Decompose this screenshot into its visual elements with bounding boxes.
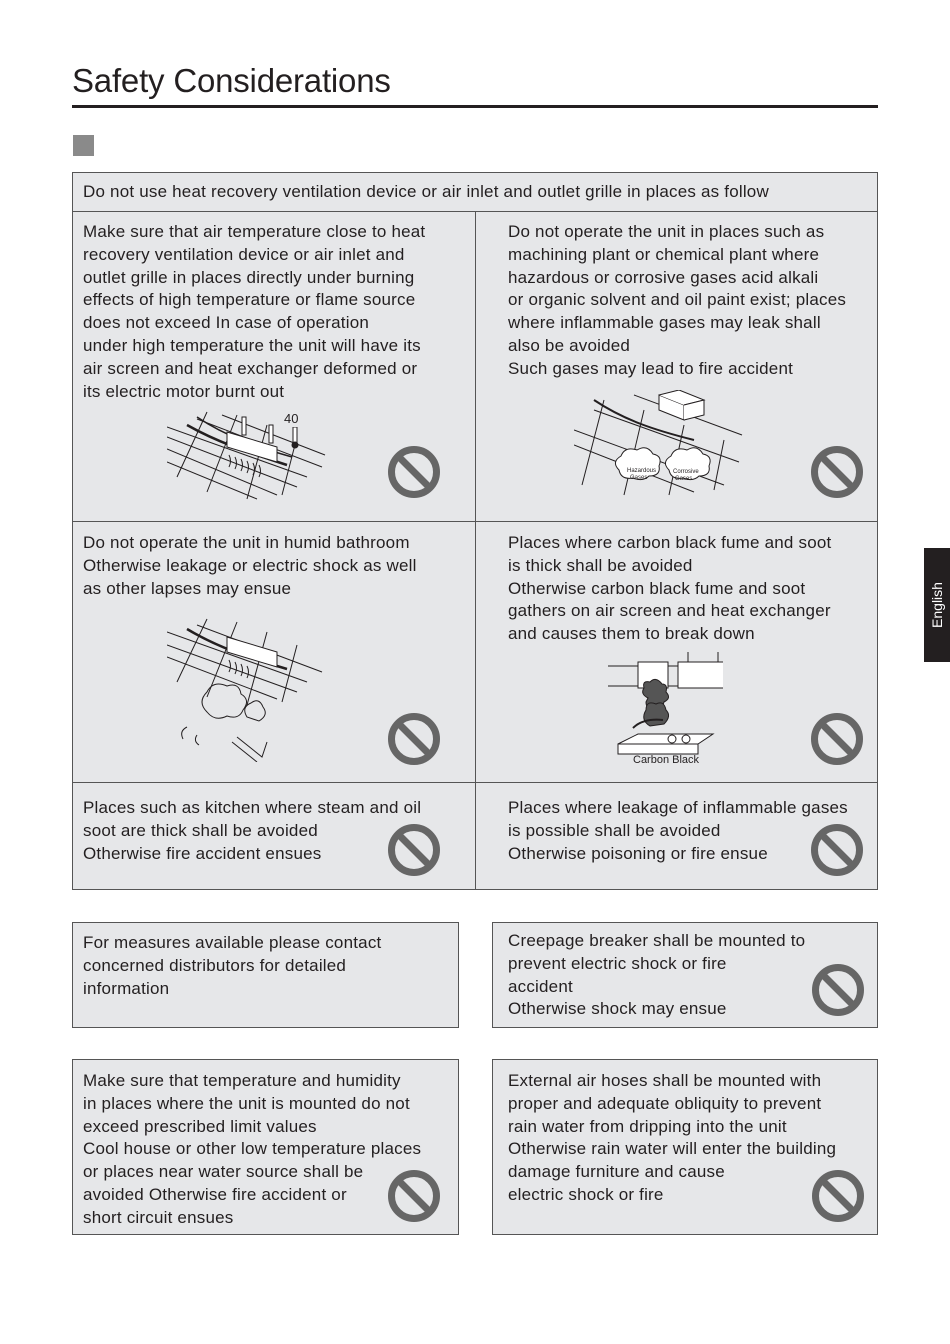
thermometer-label: 40 — [284, 411, 299, 426]
kitchen-text: Places such as kitchen where steam and oil soot are thick shall be avoided Otherwise fire accident ensues — [83, 798, 422, 863]
language-tab-label: English — [929, 582, 945, 628]
title-rule — [72, 105, 878, 108]
prohibition-icon — [387, 712, 441, 766]
prohibition-icon — [810, 823, 864, 877]
note-creepage — [492, 922, 878, 1028]
ceiling-unit-bathroom-illustration — [167, 617, 327, 762]
hazardous-label-1: Hazardous — [627, 468, 657, 474]
note-hoses — [492, 1059, 878, 1235]
prohibition-icon — [810, 445, 864, 499]
prohibition-icon — [387, 445, 441, 499]
temperature-text: Make sure that air temperature close to heat recovery ventilation device or air inlet and outlet grille in places directly under burning effects of high temperature or flame source does not exceed In case of operation under high temperature the unit will have its air screen and heat exchanger deformed or its electric motor burnt out — [83, 222, 426, 401]
prohibition-icon — [811, 963, 865, 1017]
corrosive-label-1: Corrosive — [673, 469, 699, 475]
note-humidity — [72, 1059, 459, 1235]
cell-inflammable — [475, 782, 878, 890]
ceiling-unit-gases-illustration — [574, 390, 744, 498]
carbon-black-caption: Carbon Black — [633, 754, 700, 766]
cell-temperature — [72, 211, 476, 522]
measures-text: For measures available please contact concerned distributors for detailed information — [83, 933, 382, 998]
cell-gases — [475, 211, 878, 522]
ceiling-unit-heat-illustration — [167, 407, 327, 507]
note-measures — [72, 922, 459, 1028]
prohibition-icon — [387, 823, 441, 877]
cell-kitchen — [72, 782, 476, 890]
prohibition-icon — [811, 1169, 865, 1223]
humidity-text: Make sure that temperature and humidity in places where the unit is mounted do not exceed prescribed limit values Cool house or other low temperature places or places near water source shall be avoided Otherwise fire accident or short circuit ensues — [83, 1071, 422, 1227]
cell-carbon — [475, 521, 878, 783]
page-title: Safety Considerations — [72, 62, 391, 99]
hoses-text: External air hoses shall be mounted with proper and adequate obliquity to prevent rain water from dripping into the unit Otherwise rain water will enter the building damage furniture and cause electric shock or fire — [508, 1071, 837, 1204]
creepage-text: Creepage breaker shall be mounted to prevent electric shock or fire accident Otherwise shock may ensue — [508, 931, 806, 1019]
hazardous-label-2: Gases — [630, 475, 648, 481]
language-tab[interactable] — [924, 548, 950, 662]
cell-bathroom — [72, 521, 476, 783]
header-row-text: Do not use heat recovery ventilation device or air inlet and outlet grille in places as follow — [83, 182, 769, 201]
prohibition-icon — [387, 1169, 441, 1223]
gases-text: Do not operate the unit in places such as machining plant or chemical plant where hazardous or corrosive gases acid alkali or organic solvent and oil paint exist; places where inflammable gases may leak shall also be avoided Such gases may lead to fire accident — [508, 222, 847, 378]
prohibition-icon — [810, 712, 864, 766]
header-row — [72, 172, 878, 212]
section-marker — [73, 135, 94, 156]
inflammable-text: Places where leakage of inflammable gases is possible shall be avoided Otherwise poisoning or fire ensue — [508, 798, 848, 863]
bathroom-text: Do not operate the unit in humid bathroom Otherwise leakage or electric shock as well as other lapses may ensue — [83, 533, 417, 598]
carbon-text: Places where carbon black fume and soot is thick shall be avoided Otherwise carbon black fume and soot gathers on air screen and heat exchanger and causes them to break down — [508, 533, 832, 644]
corrosive-label-2: Gases — [675, 476, 693, 482]
thermometer-icon — [291, 427, 299, 449]
carbon-black-illustration — [608, 648, 723, 756]
